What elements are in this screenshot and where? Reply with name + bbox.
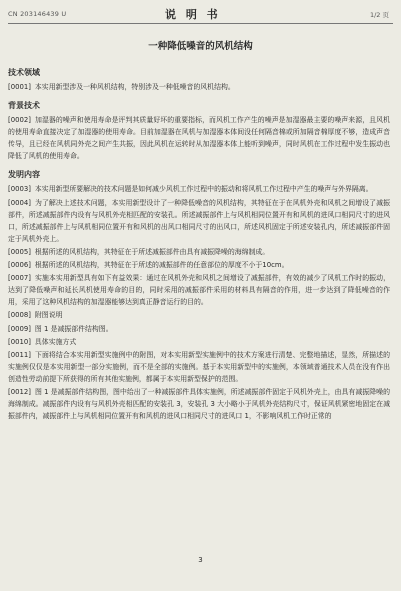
document-title: 一种降低噪音的风机结构 — [148, 41, 253, 52]
paragraph-number: [0008] — [8, 311, 31, 320]
page-header — [0, 0, 401, 28]
paragraph — [8, 349, 390, 385]
paragraph-text: 具体实施方式 — [34, 337, 77, 346]
paragraph — [8, 336, 390, 348]
paragraph-text: 根据所述的风机结构，其特征在于所述减振部件由具有减振降噪的海绵制成。 — [34, 247, 270, 256]
paragraph-number: [0004] — [8, 198, 31, 207]
paragraph — [8, 386, 390, 422]
paragraph — [8, 114, 390, 162]
paragraph-text: 为了解决上述技术问题，本实用新型设计了一种降低噪音的风机结构，其特征在于在风机外壳和风机之间增设了减振部件，所述减振部件内设有与风机外壳相匹配的安装孔。所述减振部件上与风机相同位置开有和风机的进风口相同尺寸的进风口，所述减振部件上与风机相同位置开有和风机的出风口相同尺寸的出风口，所述风机固定于所述安装孔内，所述减振部件固定于风机外壳上。 — [8, 198, 390, 243]
paragraph-text: 图 1 是减振部件结构图，图中给出了一种减振部件具体实施例，所述减振部件固定于风机外壳上，由具有减振降噪的海绵制成。减振部件内设有与风机外壳相匹配的安装孔 3，安装孔 3 大小略小于风机外壳结构尺寸，保证风机紧密地固定在减振部件内，减振部件上与风机相同位置开有和风机的进风口相同尺寸的进风口 1，不影响风机工作时正常的 — [8, 387, 390, 421]
section-heading: 背景技术 — [8, 101, 40, 111]
paragraph — [8, 323, 390, 335]
paragraph-number: [0010] — [8, 337, 31, 346]
paragraph-number: [0007] — [8, 274, 31, 283]
paragraph-number: [0012] — [8, 387, 31, 396]
paragraph-text: 加湿器的噪声和使用寿命是评判其质量好坏的重要指标，而风机工作产生的噪声是加湿器最主要的噪声来源，且风机的使用寿命直接决定了加湿器的使用寿命。目前加湿器在风机与加湿器本体间没任何隔音棉或所加隔音棉厚度不够，造成声音传导，且已经在风机同外壳之间产生共振，因此风机在运转时从加湿器本体上能听到噪声，同时风机在工作过程中发生振动也降低了风机的使用寿命。 — [8, 116, 390, 161]
document-body — [8, 60, 390, 423]
header-divider — [8, 23, 393, 24]
paragraph — [8, 272, 390, 308]
paragraph — [8, 259, 390, 271]
paragraph-number: [0002] — [8, 116, 31, 125]
page-indicator: 1/2 页 — [369, 11, 389, 19]
paragraph-text: 本实用新型所要解决的技术问题是如何减少风机工作过程中的振动和将风机工作过程中产生的噪声与外界隔离。 — [34, 185, 373, 194]
paragraph-text: 下面将结合本实用新型实施例中的附图，对本实用新型实施例中的技术方案进行清楚、完整地描述，显然，所描述的实施例仅仅是本实用新型一部分实施例，而不是全部的实施例。基于本实用新型中的实施例，本领域普通技术人员在没有作出创造性劳动前提下所获得的所有其他实施例，都属于本实用新型保护的范围。 — [8, 350, 390, 383]
footer-page-number: 3 — [198, 556, 203, 564]
paragraph-number: [0009] — [8, 324, 31, 333]
document-type: 说 明 书 — [165, 8, 221, 21]
paragraph — [8, 183, 390, 195]
paragraph-text: 本实用新型涉及一种风机结构，特别涉及一种低噪音的风机结构。 — [34, 83, 235, 91]
paragraph-text: 根据所述的风机结构，其特征在于所述的减振部件的任意部位的厚度不小于10cm。 — [34, 261, 289, 270]
paragraph-number: [0005] — [8, 247, 31, 256]
paragraph — [8, 197, 390, 245]
paragraph-number: [0003] — [8, 185, 31, 194]
paragraph — [8, 309, 390, 321]
document-number: CN 203146439 U — [8, 10, 67, 18]
paragraph-text: 附图说明 — [34, 311, 63, 320]
paragraph-text: 实施本实用新型具有如下有益效果：通过在风机外壳和风机之间增设了减振部件，有效的减少了风机工作时的振动，达到了降低噪声和延长风机使用寿命的目的，同时采用的减振部件采用的材料具有隔音的作用，进一步达到了降低噪音的作用，采用了这种风机结构的加湿器能够达到真正静音运行的目的。 — [8, 274, 390, 307]
paragraph-number: [0001] — [8, 83, 31, 91]
paragraph — [8, 81, 390, 93]
paragraph-number: [0006] — [8, 261, 31, 270]
section-heading: 技术领域 — [8, 68, 40, 77]
paragraph-number: [0011] — [8, 350, 31, 359]
section-heading: 发明内容 — [8, 170, 40, 180]
paragraph-text: 图 1 是减振部件结构图。 — [34, 324, 113, 333]
paragraph — [8, 246, 390, 258]
